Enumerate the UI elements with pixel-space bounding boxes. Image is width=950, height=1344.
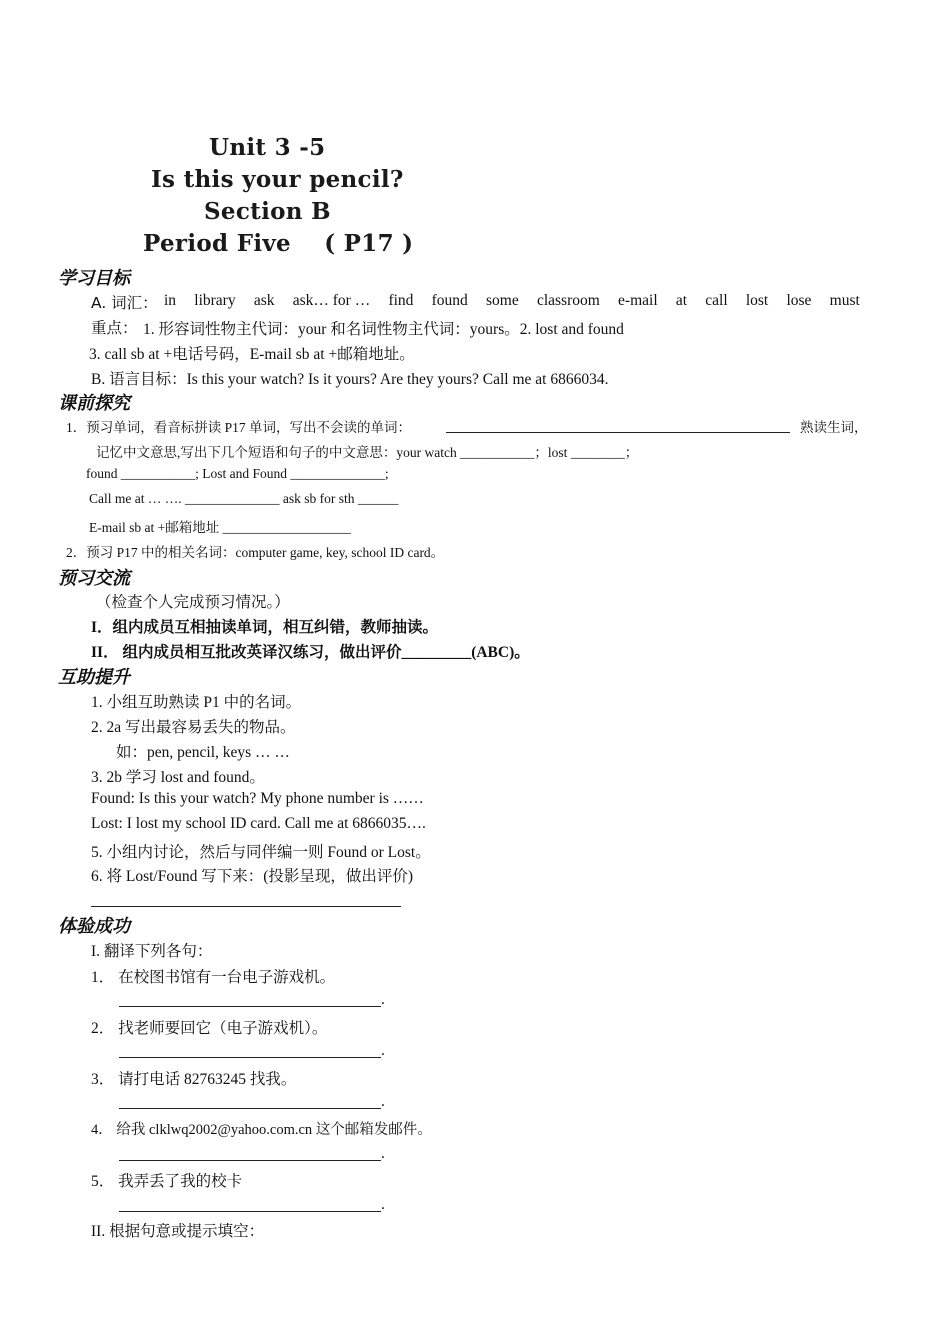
preview-item1-text: 1．预习单词，看音标拼读 P17 单词，写出不会读的单词： (66, 420, 412, 435)
question-3: 3． 请打电话 82763245 找我。 (91, 1071, 297, 1088)
vocab-word: at (675, 292, 688, 309)
key-points-2: 3. call sb at +电话号码，E-mail sb at +邮箱地址。 (89, 346, 415, 363)
answer-period: . (381, 1196, 385, 1213)
vocab-word: classroom (536, 292, 600, 309)
question-1: 1． 在校图书馆有一台电子游戏机。 (91, 969, 336, 986)
answer-period: . (381, 1093, 385, 1110)
vocab-word: lost (745, 292, 769, 309)
vocab-word: ask… for … (292, 292, 371, 309)
fill-blank-instruction: II. 根据句意或提示填空： (91, 1223, 265, 1240)
mutual-line-5: Found: Is this your watch? My phone number is …… (91, 790, 424, 807)
language-goal: B. 语言目标：Is this your watch? Is it yours? Are they yours? Call me at 6866034. (91, 371, 609, 388)
answer-line (119, 1160, 381, 1161)
answer-period: . (381, 1042, 385, 1059)
answer-line (119, 1108, 381, 1109)
lesson-question: Is this your pencil? (151, 166, 404, 193)
vocab-word: some (486, 292, 519, 309)
preview-heading: 课前探究 (58, 393, 130, 414)
key-points-1: 1. 形容词性物主代词：your 和名词性物主代词：yours。2. lost and found (143, 321, 624, 338)
mutual-heading: 互助提升 (58, 667, 130, 688)
vocab-word: call (705, 292, 728, 309)
mutual-line-2: 2. 2a 写出最容易丢失的物品。 (91, 719, 296, 736)
preview-item1-phrases: 记忆中文意思,写出下几个短语和句子的中文意思：your watch ___________；lost ________； (96, 445, 639, 460)
mutual-line-7: 5. 小组内讨论，然后与同伴编一则 Found or Lost。 (91, 844, 431, 861)
answer-period: . (381, 1145, 385, 1162)
mutual-line-6: Lost: I lost my school ID card. Call me at 6866035…. (91, 815, 426, 832)
blank-line (446, 432, 790, 433)
mutual-line-1: 1. 小组互助熟读 P1 中的名词。 (91, 694, 302, 711)
question-5: 5． 我弄丢了我的校卡 (91, 1173, 243, 1190)
preview-item1-callme: Call me at … …. ______________ ask sb for sth ______ (89, 491, 399, 506)
section-title: Section B (204, 198, 331, 225)
mutual-line-3: 如：pen, pencil, keys … … (116, 744, 290, 761)
success-heading: 体验成功 (58, 916, 130, 937)
exchange-note: （检查个人完成预习情况。） (96, 593, 290, 611)
key-points-label: 重点： (91, 319, 138, 337)
vocab-word: must (829, 292, 860, 309)
answer-line (119, 1006, 381, 1007)
preview-item1-email: E-mail sb at +邮箱地址 ___________________ (89, 520, 351, 535)
preview-item1-found: found ___________; Lost and Found ______________; (86, 466, 389, 481)
period-title: Period Five ( P17 ) (143, 230, 414, 257)
question-4: 4． 给我 clklwq2002@yahoo.com.cn 这个邮箱发邮件。 (91, 1122, 432, 1138)
vocab-word: in (164, 292, 177, 309)
vocab-word: e-mail (618, 292, 658, 309)
mutual-line-8: 6. 将 Lost/Found 写下来：(投影呈现，做出评价) (91, 868, 414, 885)
exchange-item-i: I．组内成员互相抽读单词，相互纠错，教师抽读。 (91, 619, 439, 636)
preview-item2: 2．预习 P17 中的相关名词：computer game, key, school ID card。 (66, 545, 445, 560)
mutual-line-4: 3. 2b 学习 lost and found。 (91, 769, 265, 786)
vocab-word: find (388, 292, 414, 309)
preview-item1-tail: 熟读生词， (800, 420, 868, 435)
vocab-word: ask (253, 292, 275, 309)
translate-instruction: I. 翻译下列各句： (91, 943, 213, 960)
answer-line (119, 1057, 381, 1058)
vocab-list (164, 292, 860, 310)
answer-line (119, 1211, 381, 1212)
vocab-word: lose (786, 292, 812, 309)
exchange-item-ii: II． 组内成员相互批改英译汉练习，做出评价_________(ABC)。 (91, 644, 530, 661)
vocab-label: A. 词汇： (91, 294, 158, 312)
unit-title: Unit 3 -5 (209, 134, 326, 161)
answer-line (91, 906, 401, 907)
exchange-heading: 预习交流 (58, 568, 130, 589)
goals-heading: 学习目标 (58, 268, 130, 289)
vocab-word: found (431, 292, 468, 309)
question-2: 2． 找老师要回它（电子游戏机）。 (91, 1020, 328, 1037)
answer-period: . (381, 991, 385, 1008)
vocab-word: library (194, 292, 236, 309)
